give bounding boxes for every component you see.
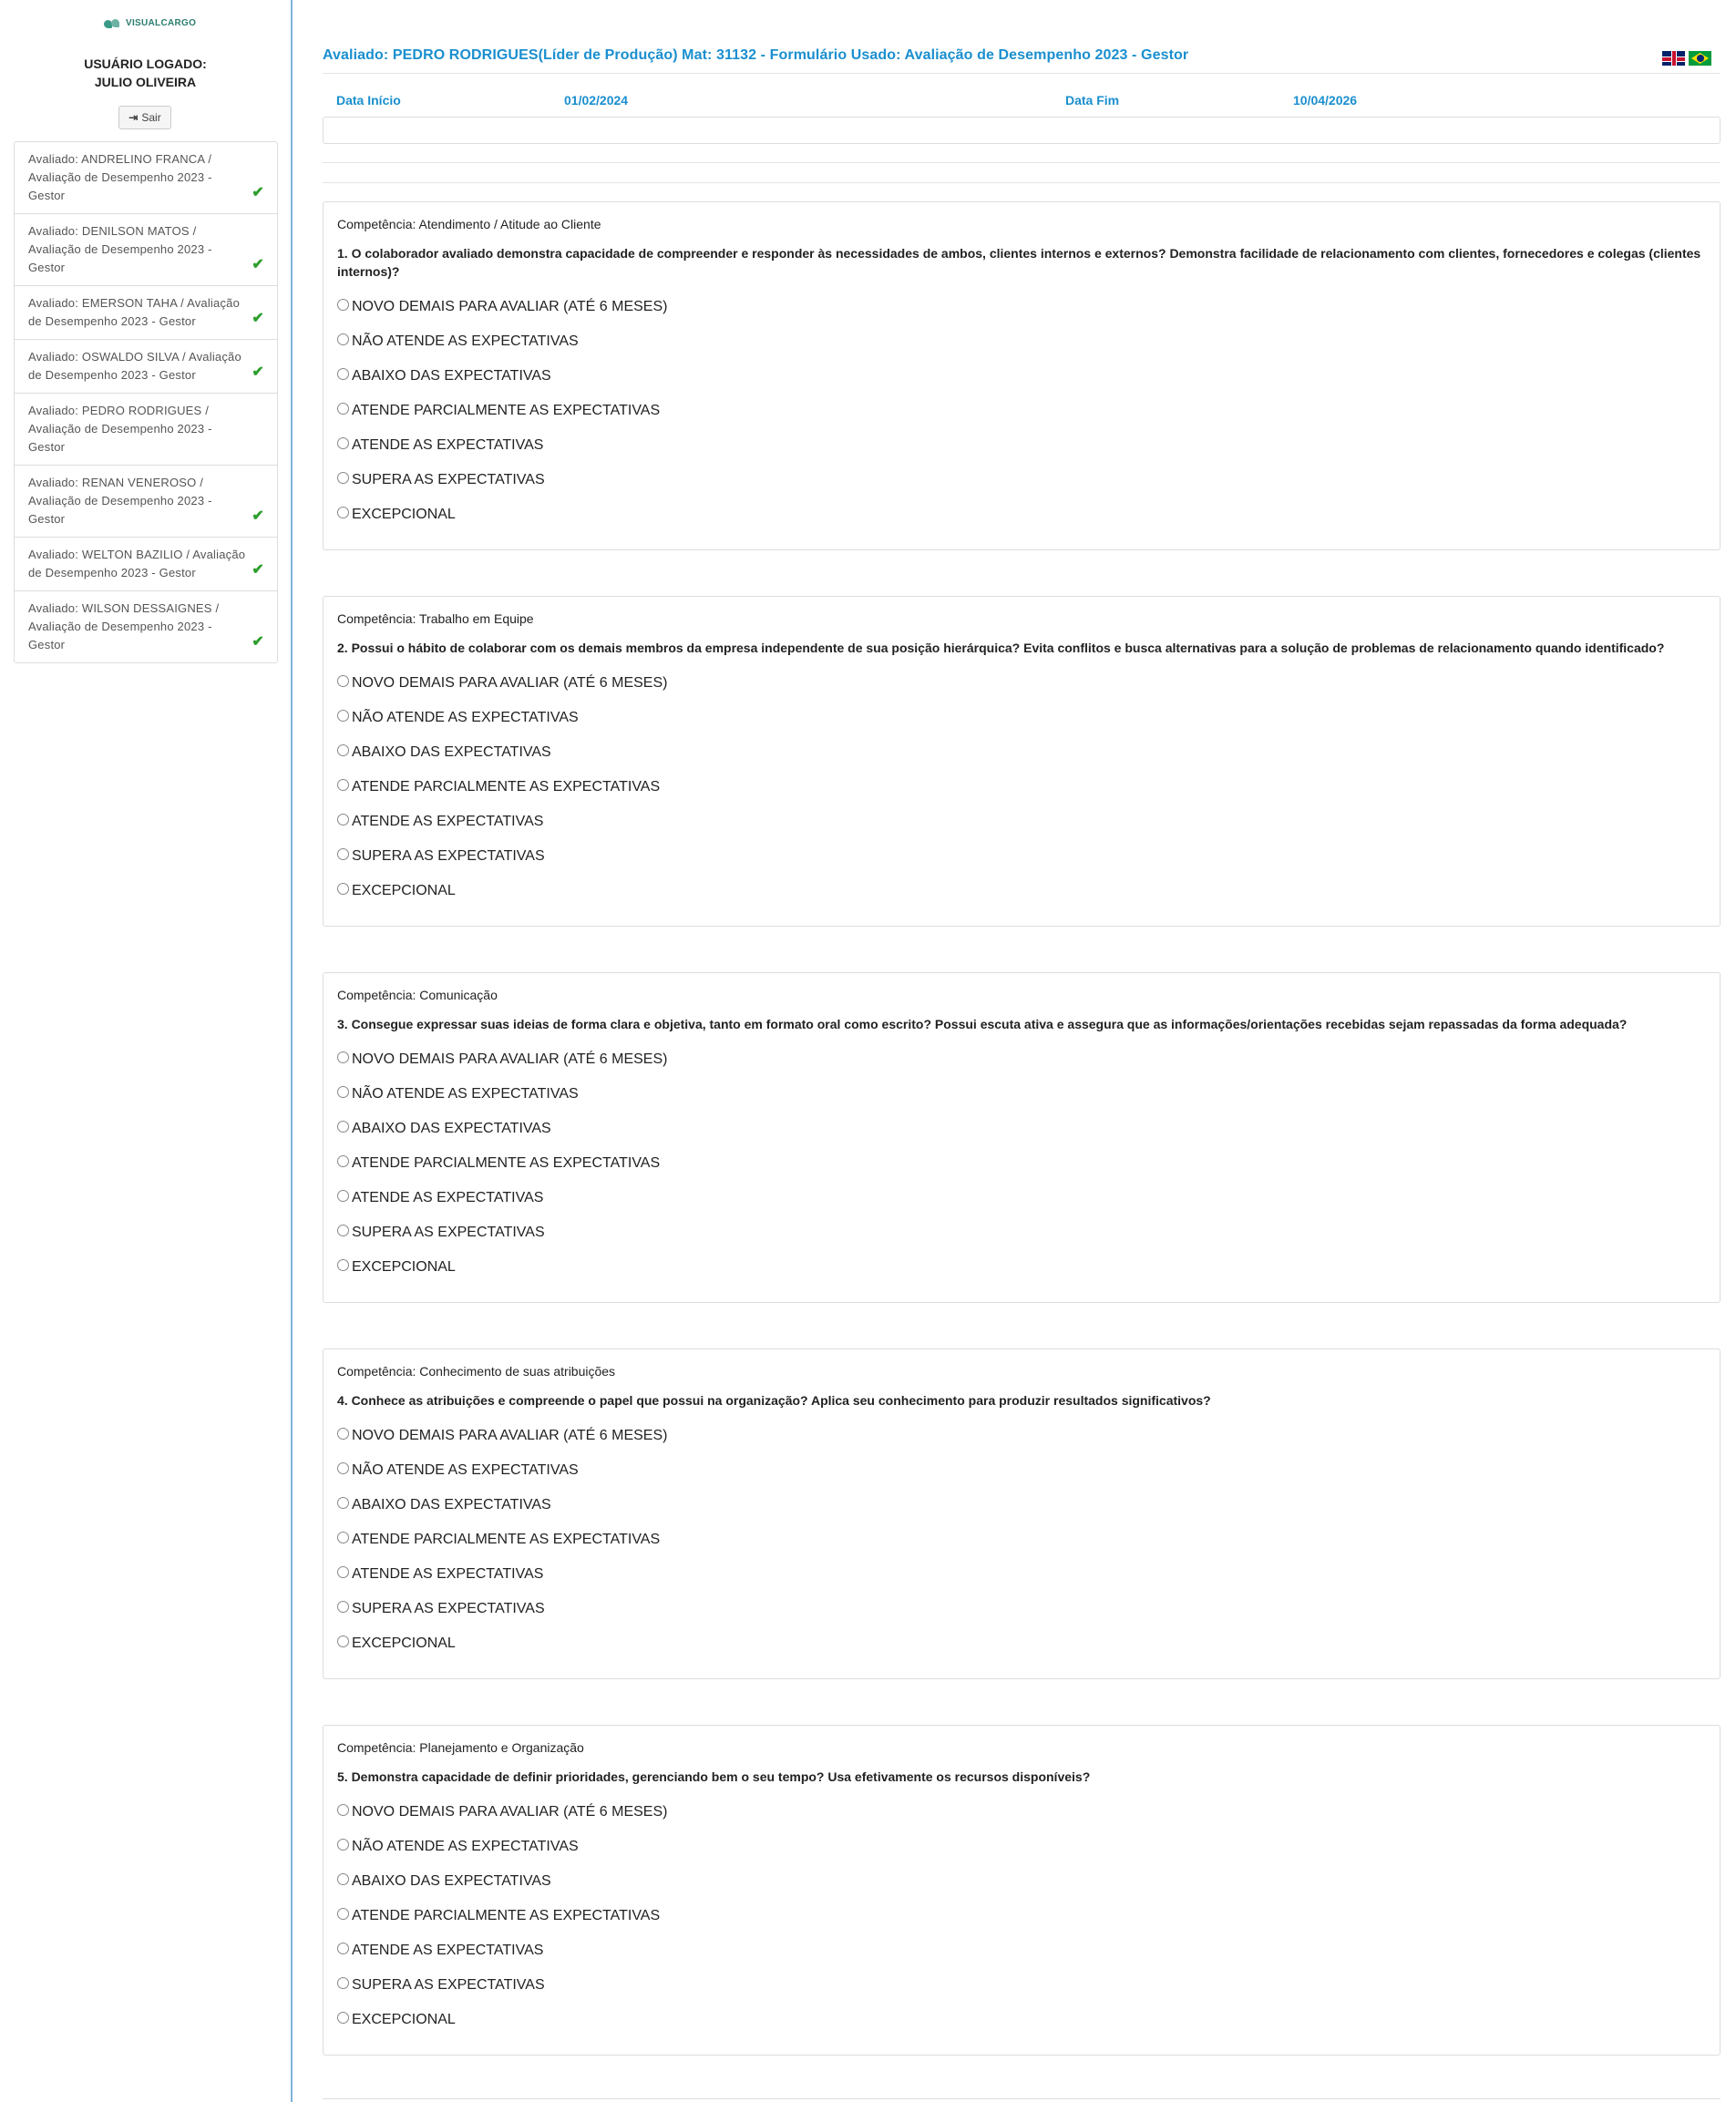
evaluated-list (14, 141, 278, 663)
radio-icon[interactable] (337, 1497, 349, 1509)
check-icon: ✔ (252, 562, 264, 578)
radio-icon[interactable] (337, 507, 349, 518)
question-text: 5. Demonstra capacidade de definir prioridades, gerenciando bem o seu tempo? Usa efetivamente os recursos disponíveis? (337, 1769, 1091, 1784)
sign-out-icon: ⇥ (128, 111, 139, 124)
rating-option[interactable] (337, 1042, 1706, 1077)
rating-option-label: ABAIXO DAS EXPECTATIVAS (352, 368, 551, 384)
evaluated-list-item[interactable] (15, 466, 277, 538)
rating-option[interactable] (337, 394, 1706, 428)
rating-option-label: ATENDE PARCIALMENTE AS EXPECTATIVAS (352, 779, 661, 795)
radio-icon[interactable] (337, 1051, 349, 1063)
rating-option-label: NÃO ATENDE AS EXPECTATIVAS (352, 1086, 579, 1102)
competency-title: Competência: Planejamento e Organização (337, 1740, 584, 1755)
divider (323, 162, 1721, 163)
rating-option-label: NÃO ATENDE AS EXPECTATIVAS (352, 1462, 579, 1478)
uk-flag-icon[interactable] (1662, 51, 1685, 66)
radio-icon[interactable] (337, 1804, 349, 1816)
rating-option[interactable] (337, 2003, 1706, 2037)
radio-icon[interactable] (337, 675, 349, 687)
visual-cargo-logo (104, 18, 196, 28)
rating-options (337, 1419, 1706, 1661)
rating-option-label: EXCEPCIONAL (352, 507, 456, 522)
check-icon: ✔ (252, 508, 264, 524)
rating-option-label: ATENDE PARCIALMENTE AS EXPECTATIVAS (352, 1908, 661, 1923)
radio-icon[interactable] (337, 1839, 349, 1851)
logout-button[interactable] (118, 106, 171, 129)
rating-options (337, 666, 1706, 908)
check-icon: ✔ (252, 364, 264, 380)
rating-option-label: NOVO DEMAIS PARA AVALIAR (ATÉ 6 MESES) (352, 675, 668, 691)
logged-user-caption: USUÁRIO LOGADO: (84, 56, 207, 71)
competency-title: Competência: Atendimento / Atitude ao Cliente (337, 217, 601, 231)
evaluated-item-label: Avaliado: ANDRELINO FRANCA / Avaliação de Desempenho 2023 - Gestor (28, 152, 212, 202)
rating-option[interactable] (337, 359, 1706, 394)
rating-option[interactable] (337, 1215, 1706, 1250)
rating-option-label: ATENDE AS EXPECTATIVAS (352, 437, 544, 453)
radio-icon[interactable] (337, 710, 349, 722)
radio-icon[interactable] (337, 1155, 349, 1167)
rating-option[interactable] (337, 839, 1706, 874)
radio-icon[interactable] (337, 437, 349, 449)
radio-icon[interactable] (337, 368, 349, 380)
rating-option-label: SUPERA AS EXPECTATIVAS (352, 848, 545, 864)
radio-icon[interactable] (337, 1428, 349, 1440)
rating-option[interactable] (337, 1864, 1706, 1899)
radio-icon[interactable] (337, 1259, 349, 1271)
rating-option[interactable] (337, 1830, 1706, 1864)
rating-option-label: NOVO DEMAIS PARA AVALIAR (ATÉ 6 MESES) (352, 1804, 668, 1820)
evaluated-item-label: Avaliado: DENILSON MATOS / Avaliação de Desempenho 2023 - Gestor (28, 224, 212, 274)
rating-option[interactable] (337, 1795, 1706, 1830)
brazil-flag-icon[interactable] (1689, 51, 1711, 66)
rating-option[interactable] (337, 1453, 1706, 1488)
rating-option[interactable] (337, 1933, 1706, 1968)
evaluated-item-label: Avaliado: OSWALDO SILVA / Avaliação de Desempenho 2023 - Gestor (28, 350, 241, 382)
rating-option-label: SUPERA AS EXPECTATIVAS (352, 1225, 545, 1240)
rating-option[interactable] (337, 1112, 1706, 1146)
divider (323, 182, 1721, 183)
rating-option[interactable] (337, 805, 1706, 839)
divider (323, 2098, 1721, 2099)
rating-option[interactable] (337, 324, 1706, 359)
rating-option-label: ABAIXO DAS EXPECTATIVAS (352, 1121, 551, 1136)
rating-options (337, 1042, 1706, 1285)
rating-option[interactable] (337, 735, 1706, 770)
rating-option[interactable] (337, 1488, 1706, 1523)
radio-icon[interactable] (337, 744, 349, 756)
rating-option-label: ABAIXO DAS EXPECTATIVAS (352, 1497, 551, 1512)
rating-option-label: EXCEPCIONAL (352, 1259, 456, 1275)
rating-option[interactable] (337, 1968, 1706, 2003)
question-text: 2. Possui o hábito de colaborar com os demais membros da empresa independente de sua posição hierárquica? Evita conflitos e busca alternativas para a solução de problemas de relacionamento quando identificado? (337, 641, 1665, 655)
check-icon: ✔ (252, 634, 264, 650)
radio-icon[interactable] (337, 1532, 349, 1543)
radio-icon[interactable] (337, 1601, 349, 1613)
competency-title: Competência: Comunicação (337, 988, 498, 1002)
rating-option-label: EXCEPCIONAL (352, 2012, 456, 2027)
logo-text: VISUALCARGO (126, 18, 197, 28)
rating-option-label: SUPERA AS EXPECTATIVAS (352, 1601, 545, 1616)
rating-option-label: ATENDE AS EXPECTATIVAS (352, 1566, 544, 1582)
rating-option-label: ATENDE AS EXPECTATIVAS (352, 1943, 544, 1958)
rating-option-label: ABAIXO DAS EXPECTATIVAS (352, 1873, 551, 1889)
check-icon: ✔ (252, 311, 264, 326)
radio-icon[interactable] (337, 403, 349, 415)
start-date-value: 01/02/2024 (564, 93, 629, 108)
rating-option[interactable] (337, 497, 1706, 532)
rating-option-label: NÃO ATENDE AS EXPECTATIVAS (352, 710, 579, 725)
sidebar (0, 0, 293, 2102)
rating-option-label: NOVO DEMAIS PARA AVALIAR (ATÉ 6 MESES) (352, 1428, 668, 1443)
radio-icon[interactable] (337, 1121, 349, 1133)
rating-option-label: ATENDE PARCIALMENTE AS EXPECTATIVAS (352, 403, 661, 418)
evaluated-item-label: Avaliado: RENAN VENEROSO / Avaliação de Desempenho 2023 - Gestor (28, 476, 212, 526)
evaluated-list-item[interactable] (15, 142, 277, 214)
rating-option[interactable] (337, 1557, 1706, 1592)
question-text: 1. O colaborador avaliado demonstra capacidade de compreender e responder às necessidades de ambos, clientes internos e externos? Demonstra facilidade de relacionamento com clientes, fornecedores e colegas (clientes internos)? (337, 246, 1701, 279)
evaluated-item-label: Avaliado: WILSON DESSAIGNES / Avaliação de Desempenho 2023 - Gestor (28, 601, 220, 651)
radio-icon[interactable] (337, 2012, 349, 2024)
rating-option[interactable] (337, 463, 1706, 497)
rating-option-label: SUPERA AS EXPECTATIVAS (352, 1977, 545, 1993)
evaluated-list-item[interactable] (15, 591, 277, 662)
radio-icon[interactable] (337, 848, 349, 860)
date-details-box (323, 117, 1721, 144)
rating-option[interactable] (337, 1523, 1706, 1557)
radio-icon[interactable] (337, 1462, 349, 1474)
radio-icon[interactable] (337, 883, 349, 895)
radio-icon[interactable] (337, 299, 349, 311)
competency-panel (323, 1348, 1721, 1679)
rating-option-label: ATENDE AS EXPECTATIVAS (352, 1190, 544, 1205)
question-text: 4. Conhece as atribuições e compreende o papel que possui na organização? Aplica seu conhecimento para produzir resultados significativos? (337, 1393, 1211, 1408)
rating-option[interactable] (337, 1592, 1706, 1626)
rating-options (337, 1795, 1706, 2037)
end-date-label: Data Fim (1065, 93, 1120, 108)
rating-option-label: EXCEPCIONAL (352, 883, 456, 898)
rating-option[interactable] (337, 1899, 1706, 1933)
evaluated-list-item[interactable] (15, 340, 277, 394)
rating-option[interactable] (337, 1146, 1706, 1181)
rating-option[interactable] (337, 701, 1706, 735)
evaluated-list-item[interactable] (15, 394, 277, 466)
evaluated-list-item[interactable] (15, 286, 277, 340)
evaluated-item-label: Avaliado: WELTON BAZILIO / Avaliação de Desempenho 2023 - Gestor (28, 548, 246, 579)
evaluated-list-item[interactable] (15, 538, 277, 591)
evaluated-list-item[interactable] (15, 214, 277, 286)
rating-option-label: ATENDE PARCIALMENTE AS EXPECTATIVAS (352, 1155, 661, 1171)
competency-title: Competência: Conhecimento de suas atribuições (337, 1364, 616, 1379)
competency-panel (323, 201, 1721, 550)
rating-option-label: SUPERA AS EXPECTATIVAS (352, 472, 545, 487)
rating-option-label: ATENDE PARCIALMENTE AS EXPECTATIVAS (352, 1532, 661, 1547)
radio-icon[interactable] (337, 1977, 349, 1989)
radio-icon[interactable] (337, 1635, 349, 1647)
rating-option[interactable] (337, 428, 1706, 463)
rating-option-label: ATENDE AS EXPECTATIVAS (352, 814, 544, 829)
rating-option[interactable] (337, 1419, 1706, 1453)
evaluated-item-label: Avaliado: EMERSON TAHA / Avaliação de Desempenho 2023 - Gestor (28, 296, 241, 328)
start-date-label: Data Início (336, 93, 401, 108)
radio-icon[interactable] (337, 1566, 349, 1578)
language-switcher (1662, 51, 1711, 66)
radio-icon[interactable] (337, 1086, 349, 1098)
competency-title: Competência: Trabalho em Equipe (337, 611, 534, 626)
radio-icon[interactable] (337, 1908, 349, 1920)
logged-user-label (0, 55, 291, 91)
competency-panel (323, 596, 1721, 927)
rating-option[interactable] (337, 1250, 1706, 1285)
radio-icon[interactable] (337, 1190, 349, 1202)
rating-option-label: NÃO ATENDE AS EXPECTATIVAS (352, 1839, 579, 1854)
radio-icon[interactable] (337, 779, 349, 791)
logout-label: Sair (141, 111, 161, 124)
rating-option[interactable] (337, 1077, 1706, 1112)
radio-icon[interactable] (337, 1873, 349, 1885)
rating-options (337, 290, 1706, 532)
rating-option[interactable] (337, 666, 1706, 701)
rating-option[interactable] (337, 770, 1706, 805)
evaluated-item-label: Avaliado: PEDRO RODRIGUES / Avaliação de Desempenho 2023 - Gestor (28, 404, 212, 454)
check-icon: ✔ (252, 185, 264, 200)
competency-panel (323, 972, 1721, 1303)
rating-option[interactable] (337, 874, 1706, 908)
radio-icon[interactable] (337, 472, 349, 484)
competency-panel (323, 1725, 1721, 2056)
rating-option[interactable] (337, 1626, 1706, 1661)
rating-option-label: NOVO DEMAIS PARA AVALIAR (ATÉ 6 MESES) (352, 299, 668, 314)
rating-option[interactable] (337, 1181, 1706, 1215)
check-icon: ✔ (252, 257, 264, 272)
logged-user-name: JULIO OLIVEIRA (94, 75, 197, 89)
rating-option[interactable] (337, 290, 1706, 324)
page-title: Avaliado: PEDRO RODRIGUES(Líder de Produção) Mat: 31132 - Formulário Usado: Avaliação de Desempenho 2023 - Gestor (323, 47, 1189, 63)
radio-icon[interactable] (337, 333, 349, 345)
divider (323, 73, 1721, 74)
rating-option-label: NÃO ATENDE AS EXPECTATIVAS (352, 333, 579, 349)
radio-icon[interactable] (337, 1943, 349, 1954)
rating-option-label: NOVO DEMAIS PARA AVALIAR (ATÉ 6 MESES) (352, 1051, 668, 1067)
end-date-value: 10/04/2026 (1293, 93, 1358, 108)
question-text: 3. Consegue expressar suas ideias de forma clara e objetiva, tanto em formato oral como escrito? Possui escuta ativa e assegura que as informações/orientações recebidas sejam repassadas da forma adequada? (337, 1017, 1628, 1031)
logo-icon (104, 19, 120, 28)
rating-option-label: ABAIXO DAS EXPECTATIVAS (352, 744, 551, 760)
radio-icon[interactable] (337, 1225, 349, 1236)
rating-option-label: EXCEPCIONAL (352, 1635, 456, 1651)
radio-icon[interactable] (337, 814, 349, 825)
